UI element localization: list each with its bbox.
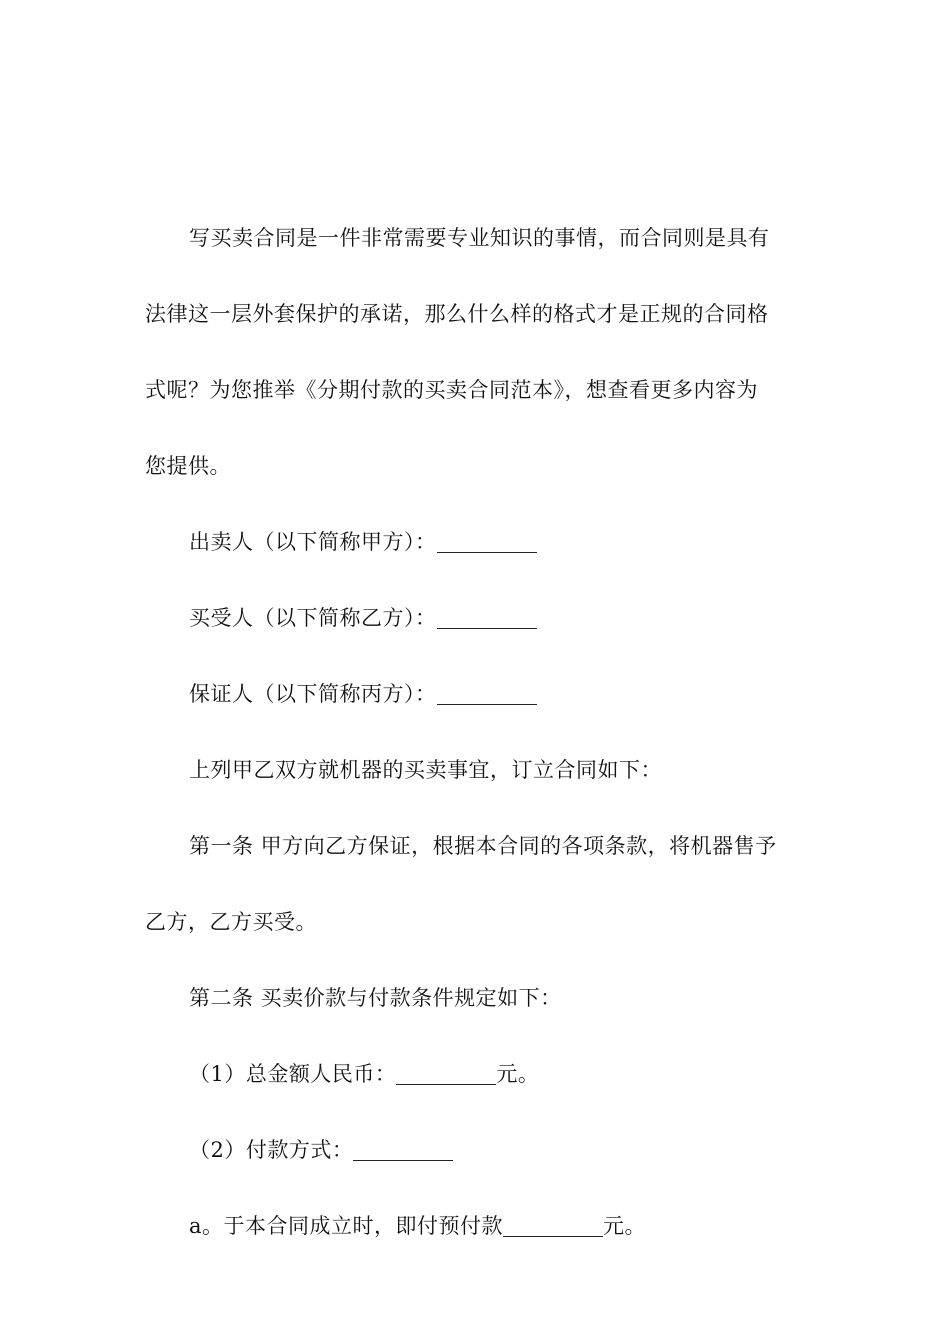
item-a-prefix: a。于本合同成立时，即付预付款 [189,1214,504,1238]
article1-line-2: 乙方，乙方买受。 [145,910,317,934]
document-body [145,200,805,1264]
seller-label: 出卖人（以下简称甲方）： [189,530,437,554]
seller-line [145,504,805,580]
item-a-suffix: 元。 [603,1214,647,1238]
seller-blank [437,530,537,553]
intro-line-3: 式呢？为您推举《分期付款的买卖合同范本》，想查看更多内容为 [145,378,758,402]
buyer-line [145,580,805,656]
item2-blank [353,1138,453,1161]
item-a-blank [503,1214,603,1237]
item1-line [145,1036,805,1112]
item2-prefix: （2）付款方式： [189,1138,354,1162]
preamble: 上列甲乙双方就机器的买卖事宜，订立合同如下： [189,758,662,782]
item2-line [145,1112,805,1188]
guarantor-blank [437,682,537,705]
article1-line-1: 第一条 甲方向乙方保证，根据本合同的各项条款，将机器售予 [189,834,777,858]
intro-line-4: 您提供。 [145,454,231,478]
guarantor-label: 保证人（以下简称丙方）： [189,682,437,706]
item1-suffix: 元。 [496,1062,540,1086]
article2: 第二条 买卖价款与付款条件规定如下： [189,986,562,1010]
intro-line-1: 写买卖合同是一件非常需要专业知识的事情，而合同则是具有 [189,226,770,250]
item1-blank [396,1062,496,1085]
intro-line-2: 法律这一层外套保护的承诺，那么什么样的格式才是正规的合同格 [145,302,769,326]
buyer-blank [437,606,537,629]
guarantor-line [145,656,805,732]
item1-prefix: （1）总金额人民币： [189,1062,397,1086]
item-a-line [145,1188,805,1264]
buyer-label: 买受人（以下简称乙方）： [189,606,437,630]
